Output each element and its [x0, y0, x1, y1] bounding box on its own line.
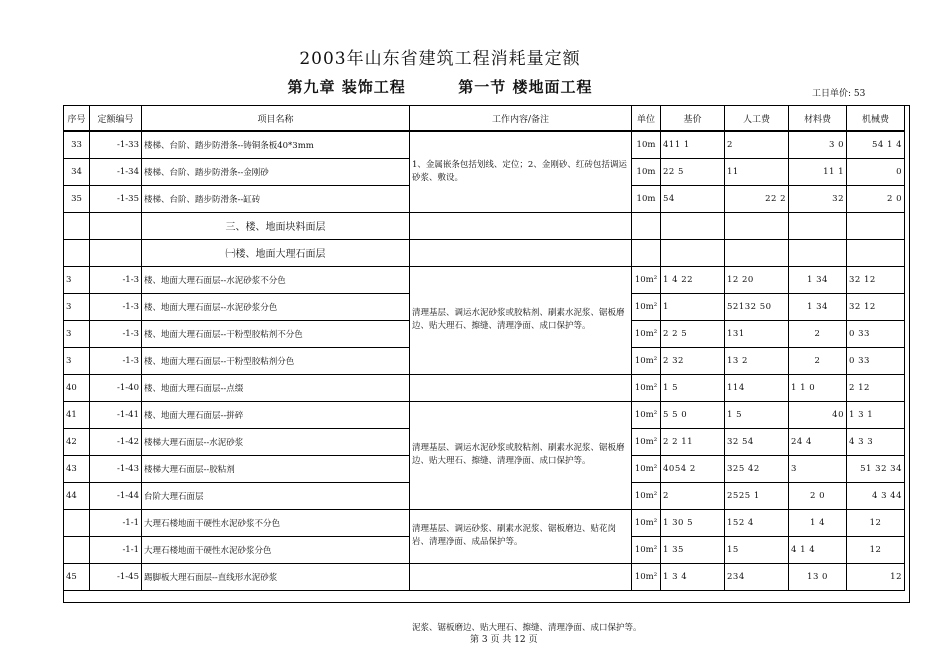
row-labor: 2 — [725, 131, 789, 158]
row-material: 2 — [789, 320, 847, 347]
row-name: 大理石楼地面干硬性水泥砂浆分色 — [142, 536, 410, 563]
row-labor: 22 2 — [725, 185, 789, 212]
row-unit: 10m² — [632, 293, 661, 320]
section-heading: 三、楼、地面块料面层 — [142, 212, 410, 239]
table-row — [64, 266, 905, 293]
row-material: 1 34 — [789, 293, 847, 320]
row-unit: 10m² — [632, 320, 661, 347]
row-base: 1 5 — [661, 374, 725, 401]
row-unit: 10m — [632, 185, 661, 212]
row-no: 35 — [64, 185, 90, 212]
row-code: -1-3 — [90, 347, 142, 374]
row-machine: 2 12 — [847, 374, 905, 401]
header-base-price: 基价 — [661, 106, 725, 132]
row-machine: 0 33 — [847, 320, 905, 347]
row-machine: 4 3 3 — [847, 428, 905, 455]
header-no: 序号 — [64, 106, 90, 132]
row-name: 楼、地面大理石面层--干粉型胶粘剂分色 — [142, 347, 410, 374]
row-no: 41 — [64, 401, 90, 428]
row-no: 3 — [64, 266, 90, 293]
row-unit: 10m² — [632, 509, 661, 536]
work-content-note: 清理基层、调运水泥砂浆或胶粘剂、刷素水泥浆、锯板磨边、贴大理石、擦缝、清理净面、成口保护等。 — [410, 401, 632, 509]
row-code: -1-45 — [90, 563, 142, 590]
row-labor: 234 — [725, 563, 789, 590]
row-name: 楼、地面大理石面层--水泥砂浆不分色 — [142, 266, 410, 293]
row-labor: 114 — [725, 374, 789, 401]
row-name: 楼梯、台阶、踏步防滑条--铸铜条板40*3mm — [142, 131, 410, 158]
row-name: 楼、地面大理石面层--干粉型胶粘剂不分色 — [142, 320, 410, 347]
header-labor: 人工费 — [725, 106, 789, 132]
table-row — [64, 563, 905, 590]
row-machine: 4 3 44 — [847, 482, 905, 509]
row-code: -1-35 — [90, 185, 142, 212]
document-subtitle — [0, 76, 880, 97]
row-no: 34 — [64, 158, 90, 185]
row-material: 24 4 — [789, 428, 847, 455]
row-no: 43 — [64, 455, 90, 482]
row-code: -1-1 — [90, 509, 142, 536]
section-row — [64, 239, 905, 266]
row-labor: 11 — [725, 158, 789, 185]
row-labor: 12 20 — [725, 266, 789, 293]
row-base: 1 3 4 — [661, 563, 725, 590]
row-unit: 10m — [632, 158, 661, 185]
row-labor: 15 — [725, 536, 789, 563]
row-material: 13 0 — [789, 563, 847, 590]
row-material: 32 — [789, 185, 847, 212]
row-labor: 152 4 — [725, 509, 789, 536]
row-no: 33 — [64, 131, 90, 158]
section-title: 第一节 楼地面工程 — [458, 78, 593, 96]
row-base: 2 2 5 — [661, 320, 725, 347]
row-machine: 54 1 4 — [847, 131, 905, 158]
row-base: 1 30 5 — [661, 509, 725, 536]
header-machine: 机械费 — [847, 106, 905, 132]
row-base: 1 35 — [661, 536, 725, 563]
row-name: 楼、地面大理石面层--点缀 — [142, 374, 410, 401]
table-row — [64, 374, 905, 401]
row-machine: 32 12 — [847, 293, 905, 320]
work-content-note: 清理基层、调运水泥砂浆或胶粘剂、刷素水泥浆、锯板磨边、贴大理石、擦缝、清理净面、成口保护等。 — [410, 266, 632, 374]
row-code: -1-3 — [90, 320, 142, 347]
row-unit: 10m² — [632, 563, 661, 590]
header-name: 项目名称 — [142, 106, 410, 132]
row-no: 3 — [64, 293, 90, 320]
document-title: 2003年山东省建筑工程消耗量定额 — [299, 49, 581, 69]
row-material: 1 1 0 — [789, 374, 847, 401]
row-base: 2 32 — [661, 347, 725, 374]
row-code: -1-3 — [90, 293, 142, 320]
row-labor: 325 42 — [725, 455, 789, 482]
page-number: 第 3 页 共 12 页 — [470, 635, 538, 645]
row-name: 楼梯大理石面层--水泥砂浆 — [142, 428, 410, 455]
row-machine: 12 — [847, 563, 905, 590]
header-material: 材料费 — [789, 106, 847, 132]
row-name: 踢脚板大理石面层--直线形水泥砂浆 — [142, 563, 410, 590]
row-labor: 1 5 — [725, 401, 789, 428]
row-base: 4054 2 — [661, 455, 725, 482]
row-base: 411 1 — [661, 131, 725, 158]
row-base: 1 — [661, 293, 725, 320]
row-code: -1-34 — [90, 158, 142, 185]
row-material: 40 — [789, 401, 847, 428]
row-code: -1-33 — [90, 131, 142, 158]
row-labor: 52132 50 — [725, 293, 789, 320]
row-no — [64, 536, 90, 563]
table-row — [64, 401, 905, 428]
work-content-note: 1、金属嵌条包括划线、定位；2、金刚砂、红砖包括调运砂浆、敷设。 — [410, 131, 632, 212]
table-header-row — [64, 106, 905, 132]
row-unit: 10m² — [632, 455, 661, 482]
row-name: 台阶大理石面层 — [142, 482, 410, 509]
row-unit: 10m² — [632, 401, 661, 428]
header-unit: 单位 — [632, 106, 661, 132]
row-material: 2 — [789, 347, 847, 374]
row-name: 大理石楼地面干硬性水泥砂浆不分色 — [142, 509, 410, 536]
row-base: 2 — [661, 482, 725, 509]
row-base: 5 5 0 — [661, 401, 725, 428]
row-labor: 32 54 — [725, 428, 789, 455]
row-base: 22 5 — [661, 158, 725, 185]
row-unit: 10m — [632, 131, 661, 158]
row-code: -1-3 — [90, 266, 142, 293]
row-code: -1-43 — [90, 455, 142, 482]
row-code: -1-44 — [90, 482, 142, 509]
row-unit: 10m² — [632, 374, 661, 401]
row-material: 2 0 — [789, 482, 847, 509]
header-content: 工作内容/备注 — [410, 106, 632, 132]
row-no — [64, 509, 90, 536]
row-unit: 10m² — [632, 266, 661, 293]
table-row — [64, 509, 905, 536]
row-no: 40 — [64, 374, 90, 401]
row-machine: 12 — [847, 509, 905, 536]
row-machine: 12 — [847, 536, 905, 563]
quota-table — [63, 105, 905, 591]
row-machine: 0 33 — [847, 347, 905, 374]
subsection-heading: ㈠楼、地面大理石面层 — [142, 239, 410, 266]
row-machine: 0 — [847, 158, 905, 185]
row-material: 3 0 — [789, 131, 847, 158]
row-base: 1 4 22 — [661, 266, 725, 293]
row-name: 楼梯、台阶、踏步防滑条--金刚砂 — [142, 158, 410, 185]
row-code: -1-42 — [90, 428, 142, 455]
row-code: -1-40 — [90, 374, 142, 401]
row-machine: 1 3 1 — [847, 401, 905, 428]
row-unit: 10m² — [632, 536, 661, 563]
row-machine: 2 0 — [847, 185, 905, 212]
row-material: 1 34 — [789, 266, 847, 293]
work-day-price: 工日单价: 53 — [812, 89, 866, 99]
row-no: 3 — [64, 320, 90, 347]
row-name: 楼梯大理石面层--胶粘剂 — [142, 455, 410, 482]
row-material: 1 4 — [789, 509, 847, 536]
row-unit: 10m² — [632, 428, 661, 455]
row-name: 楼、地面大理石面层--水泥砂浆分色 — [142, 293, 410, 320]
row-machine: 51 32 34 — [847, 455, 905, 482]
table-row — [64, 131, 905, 158]
row-material: 11 1 — [789, 158, 847, 185]
row-machine: 32 12 — [847, 266, 905, 293]
row-no: 3 — [64, 347, 90, 374]
header-code: 定额编号 — [90, 106, 142, 132]
row-name: 楼、地面大理石面层--拼碎 — [142, 401, 410, 428]
row-unit: 10m² — [632, 482, 661, 509]
row-code: -1-1 — [90, 536, 142, 563]
row-labor: 13 2 — [725, 347, 789, 374]
row-material: 4 1 4 — [789, 536, 847, 563]
row-no: 45 — [64, 563, 90, 590]
row-base: 2 2 11 — [661, 428, 725, 455]
row-material: 3 — [789, 455, 847, 482]
section-row — [64, 212, 905, 239]
row-code: -1-41 — [90, 401, 142, 428]
footer-overflow-note: 泥浆、锯板磨边、贴大理石、擦缝、清理净面、成口保护等。 — [412, 623, 642, 633]
row-base: 54 — [661, 185, 725, 212]
work-content-note: 清理基层、调运砂浆、刷素水泥浆、锯板磨边、贴花岗岩、清理净面、成品保护等。 — [410, 509, 632, 563]
row-unit: 10m² — [632, 347, 661, 374]
chapter-title: 第九章 装饰工程 — [287, 78, 406, 96]
row-no: 42 — [64, 428, 90, 455]
row-name: 楼梯、台阶、踏步防滑条--缸砖 — [142, 185, 410, 212]
row-labor: 131 — [725, 320, 789, 347]
row-no: 44 — [64, 482, 90, 509]
row-labor: 2525 1 — [725, 482, 789, 509]
